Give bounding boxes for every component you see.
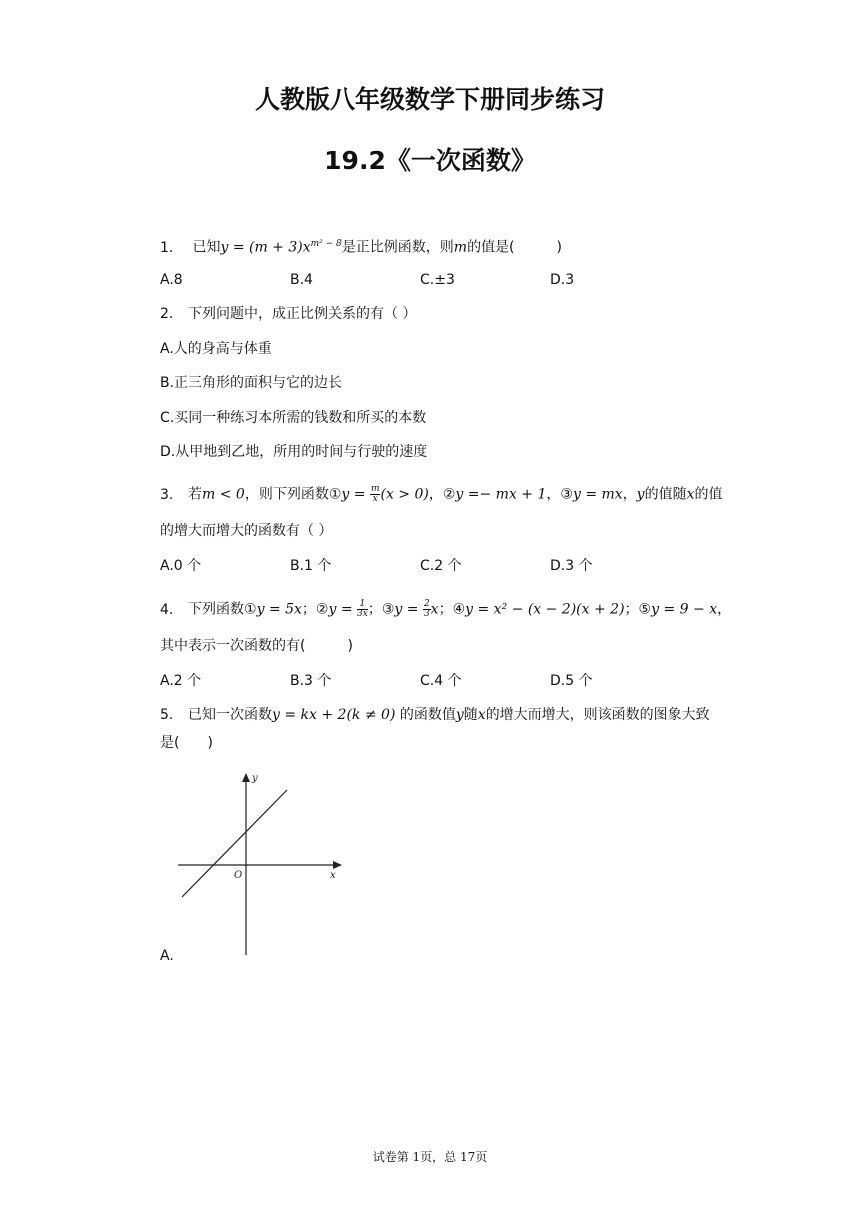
fraction-denominator: 3x <box>357 609 368 619</box>
q3-option-c[interactable]: C.2 个 <box>420 558 462 574</box>
q5-text: 已知一次函数 <box>188 707 272 723</box>
question-2 <box>160 305 416 323</box>
fraction-denominator: 3 <box>423 609 430 619</box>
question-4 <box>160 600 731 619</box>
q4-option-b[interactable]: B.3 个 <box>290 673 332 689</box>
q3-option-d[interactable]: D.3 个 <box>550 558 593 574</box>
q3-var-y: y <box>636 486 645 503</box>
q4-func-5: y = 9 − x <box>651 601 718 618</box>
q4-option-a[interactable]: A.2 个 <box>160 673 202 689</box>
q5-var-x: x <box>477 707 486 723</box>
question-3 <box>160 485 723 504</box>
question-5 <box>160 706 710 724</box>
q3-text-line2: 的增大而增大的函数有（ ） <box>160 523 333 539</box>
q3-text: ， <box>622 486 637 503</box>
q3-text: 若 <box>188 486 202 503</box>
q5-text-line2: 是( ) <box>160 735 213 751</box>
question-number: 1. <box>160 239 174 256</box>
q1-text-pre: 已知 <box>192 239 221 256</box>
q4-text: 下列函数① <box>188 601 257 618</box>
q3-text: ，③ <box>546 486 573 503</box>
x-axis-label: x <box>330 870 336 881</box>
q4-func-1: y = 5x <box>256 601 302 618</box>
page-title: 人教版八年级数学下册同步练习 <box>254 85 605 114</box>
q2-option-d[interactable]: D.从甲地到乙地，所用的时间与行驶的速度 <box>160 444 428 460</box>
q1-option-c[interactable]: C.±3 <box>420 272 455 288</box>
q2-option-b[interactable]: B.正三角形的面积与它的边长 <box>160 375 343 391</box>
page-footer: 试卷第 1页，总 17页 <box>372 1150 488 1164</box>
question-1 <box>160 235 562 257</box>
q1-option-a[interactable]: A.8 <box>160 272 183 288</box>
q5-text: 的函数值 <box>395 707 456 723</box>
q1-expression: y = (m + 3)x <box>220 239 311 256</box>
origin-label: O <box>234 870 243 881</box>
q1-text-post: 是正比例函数，则 <box>341 239 454 256</box>
q3-func-1-domain: (x > 0) <box>380 486 429 503</box>
q3-text: ，则下列函数① <box>244 486 342 503</box>
q4-func-2: y = <box>328 601 358 618</box>
q1-exponent: m² − 8 <box>310 239 342 249</box>
q2-option-a[interactable]: A.人的身高与体重 <box>160 341 272 357</box>
q4-option-d[interactable]: D.5 个 <box>550 673 593 689</box>
q5-text: 随 <box>463 707 478 723</box>
fraction-numerator: 2 <box>423 599 430 609</box>
y-axis-label: y <box>252 773 258 784</box>
q3-var-x: x <box>686 486 695 503</box>
q4-fraction <box>357 600 368 619</box>
x-axis-arrow-icon <box>333 861 342 869</box>
fraction-numerator: m <box>370 484 380 494</box>
q3-condition: m < 0 <box>202 486 245 503</box>
q3-func-3: y = mx <box>572 486 623 503</box>
q4-text: ， <box>717 601 732 618</box>
q3-text: ，② <box>428 486 456 503</box>
q3-option-a[interactable]: A.0 个 <box>160 558 202 574</box>
q3-text: 的值随 <box>644 486 687 503</box>
q1-text-tail: 的值是( ) <box>467 239 562 256</box>
question-number: 5. <box>160 707 174 723</box>
q5-function: y = kx + 2(k ≠ 0) <box>272 707 396 723</box>
q3-func-1: y = <box>341 486 370 503</box>
q5-graph-a[interactable] <box>170 765 350 960</box>
question-number: 4. <box>160 601 174 618</box>
q3-func-2: y =− mx + 1 <box>455 486 547 503</box>
q4-text: ；② <box>301 601 329 618</box>
q5-option-a[interactable]: A. <box>160 948 174 964</box>
q4-func-3-var: x <box>430 601 439 618</box>
q4-option-c[interactable]: C.4 个 <box>420 673 462 689</box>
q4-text: ；④ <box>438 601 466 618</box>
page-subtitle: 19.2《一次函数》 <box>324 146 536 175</box>
q5-text: 的增大而增大，则该函数的图象大致 <box>485 707 710 723</box>
q3-fraction <box>370 485 381 504</box>
q1-option-b[interactable]: B.4 <box>290 272 313 288</box>
fraction-denominator: x <box>372 494 378 504</box>
question-number: 2. <box>160 306 174 322</box>
q1-variable: m <box>453 239 468 256</box>
q2-option-c[interactable]: C.买同一种练习本所需的钱数和所买的本数 <box>160 410 427 426</box>
question-number: 3. <box>160 486 174 503</box>
q1-option-d[interactable]: D.3 <box>550 272 575 288</box>
q2-text: 下列问题中，成正比例关系的有（ ） <box>188 306 417 322</box>
fraction-numerator: 1 <box>357 600 368 610</box>
q4-func-3: y = <box>394 601 423 618</box>
y-axis-arrow-icon <box>242 773 250 782</box>
q4-fraction <box>423 600 431 619</box>
q4-text-line2: 其中表示一次函数的有( ) <box>160 638 353 654</box>
q5-var-y: y <box>455 707 464 723</box>
q4-func-4: y = x² − (x − 2)(x + 2) <box>465 601 625 618</box>
q4-text: ；③ <box>367 601 395 618</box>
q3-text: 的值 <box>694 486 723 503</box>
q3-option-b[interactable]: B.1 个 <box>290 558 332 574</box>
q4-text: ；⑤ <box>624 601 652 618</box>
